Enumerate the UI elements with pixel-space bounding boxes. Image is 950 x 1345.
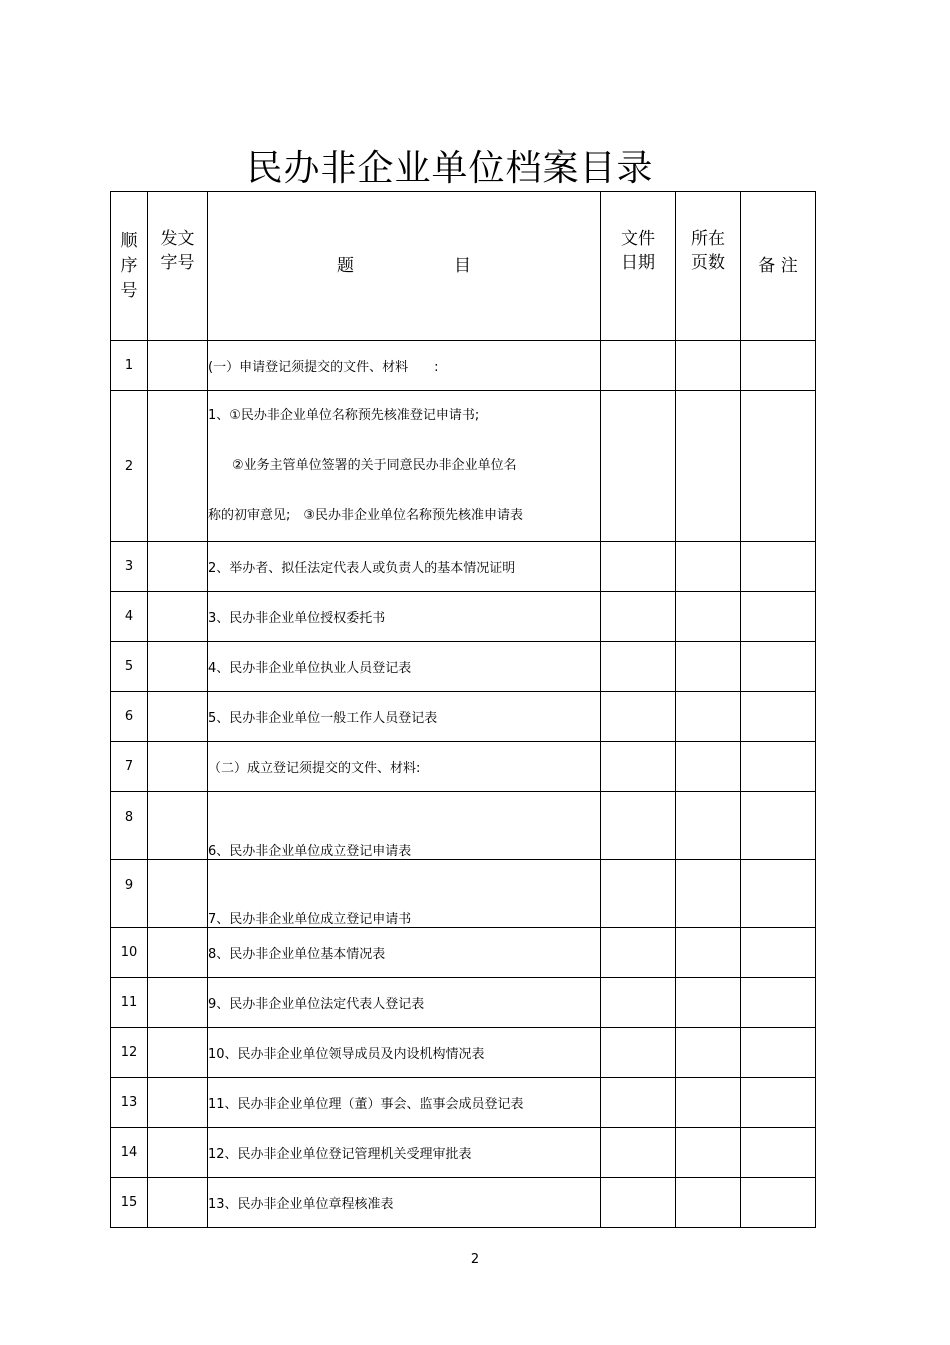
table-row	[111, 1128, 816, 1178]
row-number: 3	[111, 542, 148, 592]
table-row	[111, 542, 816, 592]
row-number: 7	[111, 742, 148, 792]
row-number: 9	[111, 860, 148, 928]
row-title: （二）成立登记须提交的文件、材料:	[208, 742, 601, 792]
table-row	[111, 742, 816, 792]
table-row	[111, 341, 816, 391]
header-pages: 所在 页数	[676, 192, 741, 341]
table-row	[111, 592, 816, 642]
row-title: 4、民办非企业单位执业人员登记表	[208, 642, 601, 692]
row-number: 11	[111, 978, 148, 1028]
header-doc-no: 发文 字号	[148, 192, 208, 341]
table-row	[111, 978, 816, 1028]
row-number: 8	[111, 792, 148, 860]
header-remarks: 备 注	[741, 192, 816, 341]
row-title: 7、民办非企业单位成立登记申请书	[208, 860, 601, 928]
row-number: 5	[111, 642, 148, 692]
row-title: 11、民办非企业单位理（董）事会、监事会成员登记表	[208, 1078, 601, 1128]
row-number: 15	[111, 1178, 148, 1228]
row-title: 12、民办非企业单位登记管理机关受理审批表	[208, 1128, 601, 1178]
row-title: 5、民办非企业单位一般工作人员登记表	[208, 692, 601, 742]
row-title: (一）申请登记须提交的文件、材料 :	[208, 341, 601, 391]
row-number: 1	[111, 341, 148, 391]
table-row	[111, 1178, 816, 1228]
table-row	[111, 391, 816, 542]
table-row	[111, 1028, 816, 1078]
table-row	[111, 860, 816, 928]
row-title: 3、民办非企业单位授权委托书	[208, 592, 601, 642]
row-title: 9、民办非企业单位法定代表人登记表	[208, 978, 601, 1028]
row-number: 12	[111, 1028, 148, 1078]
table-row	[111, 792, 816, 860]
table-row	[111, 1078, 816, 1128]
row-number: 4	[111, 592, 148, 642]
row-title: 13、民办非企业单位章程核准表	[208, 1178, 601, 1228]
page-title: 民办非企业单位档案目录	[246, 148, 654, 189]
table-row	[111, 928, 816, 978]
page-number: 2	[470, 1252, 480, 1267]
row-title: 2、举办者、拟任法定代表人或负责人的基本情况证明	[208, 542, 601, 592]
row-title: 1、①民办非企业单位名称预先核准登记申请书; ②业务主管单位签署的关于同意民办非企业单位名 称的初审意见; ③民办非企业单位名称预先核准申请表	[208, 391, 601, 542]
header-date: 文件 日期	[601, 192, 676, 341]
row-title: 10、民办非企业单位领导成员及内设机构情况表	[208, 1028, 601, 1078]
header-seq: 顺 序 号	[111, 192, 148, 341]
row-number: 10	[111, 928, 148, 978]
table-row	[111, 692, 816, 742]
row-number: 2	[111, 391, 148, 542]
header-row	[111, 192, 816, 341]
catalog-table	[110, 191, 816, 1228]
row-title: 8、民办非企业单位基本情况表	[208, 928, 601, 978]
table-row	[111, 642, 816, 692]
header-title: 题 目	[208, 192, 601, 341]
row-number: 14	[111, 1128, 148, 1178]
row-title: 6、民办非企业单位成立登记申请表	[208, 792, 601, 860]
row-number: 6	[111, 692, 148, 742]
row-number: 13	[111, 1078, 148, 1128]
